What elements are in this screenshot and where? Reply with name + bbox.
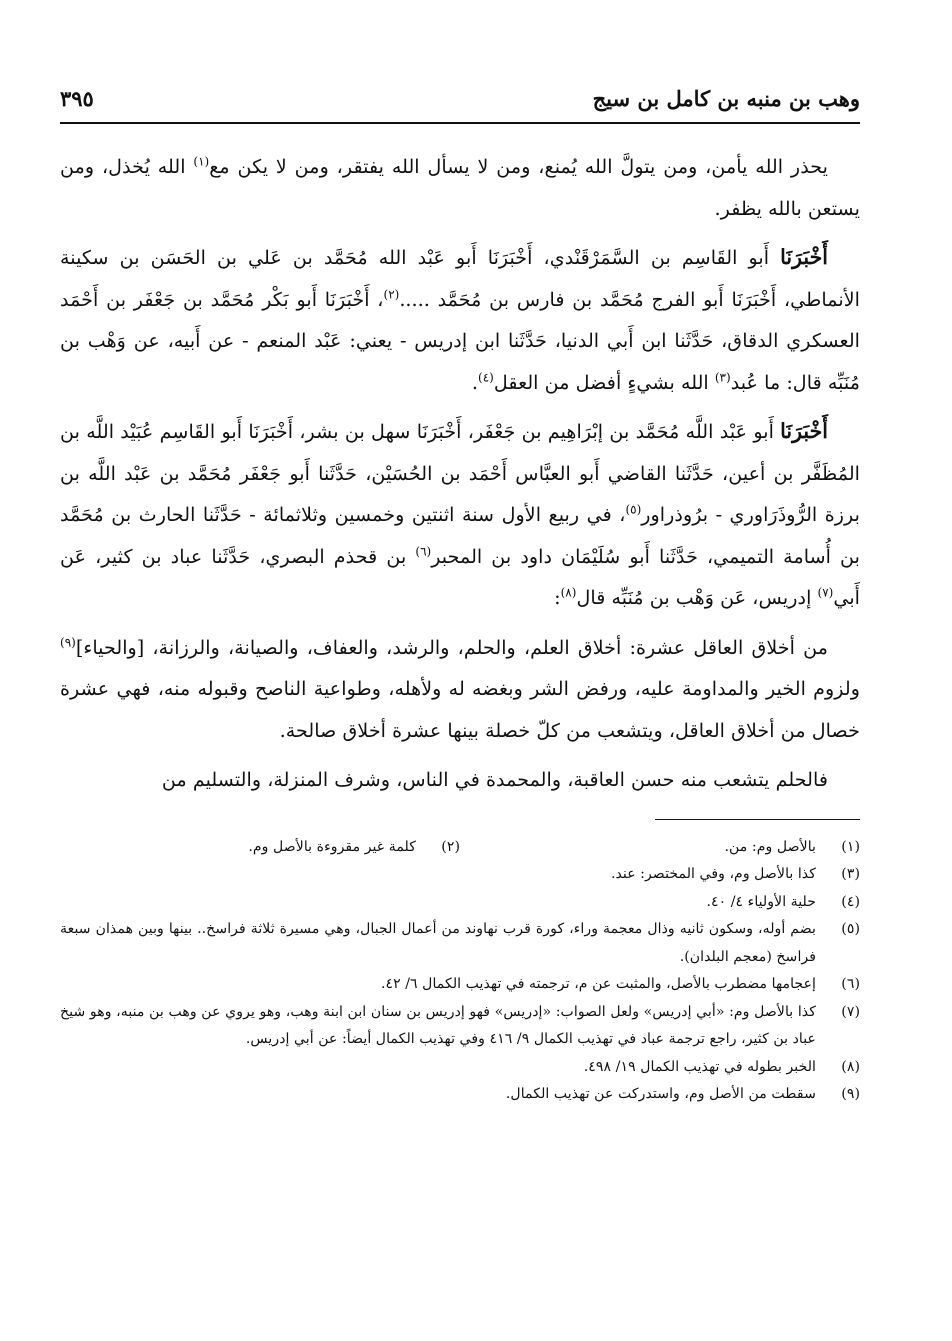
running-title: وهب بن منبه بن كامل بن سيج	[592, 86, 860, 111]
footnote-separator	[655, 819, 860, 820]
footnote-text: بالأصل وم: من.	[724, 838, 816, 855]
footnote	[460, 834, 860, 862]
footnote-text: كلمة غير مقروءة بالأصل وم.	[248, 838, 416, 855]
footnote-number: (٧)	[841, 1003, 860, 1020]
footnote-number: (٩)	[841, 1086, 860, 1102]
footnote-reference: (٤)	[478, 370, 494, 385]
footnote-pair-row	[60, 834, 860, 862]
footnote	[60, 834, 460, 862]
footnote	[60, 999, 860, 1054]
footnote-text: الخبر بطوله في تهذيب الكمال ١٩/ ٤٩٨.	[583, 1058, 816, 1075]
isnad-lead-word: أَخْبَرَنَا	[780, 419, 828, 443]
paragraph-text: من أخلاق العاقل عشرة: أخلاق العلم، والحلم، والرشد، والعفاف، والصيانة، والرزانة، [والحياء]	[75, 635, 828, 659]
footnote-reference: (٢)	[383, 287, 400, 302]
footnote	[60, 1054, 860, 1082]
paragraph	[60, 411, 860, 619]
footnote-reference: (٧)	[817, 585, 834, 600]
page	[60, 80, 860, 1109]
footnote	[60, 889, 860, 917]
footnotes	[60, 834, 860, 1109]
paragraph-text: ولزوم الخير والمداومة عليه، ورفض الشر وبغضه له ولأهله، وطواعية الناصح وقبوله منه، فهي عشرة خصال من أخلاق العاقل، ويتشعب من كلّ خصلة بينها عشرة أخلاق صالحة.	[60, 677, 860, 742]
footnote-list	[60, 861, 860, 1109]
footnote-number: (٣)	[841, 866, 860, 882]
main-text	[60, 146, 860, 801]
footnote-number: (٨)	[841, 1058, 860, 1075]
footnote-number: (٤)	[841, 893, 860, 910]
footnote-reference: (١)	[193, 154, 210, 169]
footnote-number: (٦)	[841, 976, 860, 992]
paragraph	[60, 146, 860, 229]
isnad-lead-word: أَخْبَرَنَا	[780, 245, 828, 269]
paragraph-text: أَبو القَاسِم بن السَّمَرْقَنْدي، أَخْبَرَنَا أَبو عَبْد الله مُحَمَّد بن عَلي بن الحَسَن بن سكينة الأنماطي، أَخْبَرَنَا أَبو الفرج مُحَمَّد بن فارس بن مُحَمَّد .....	[60, 246, 860, 311]
footnote-reference: (٩)	[60, 635, 76, 650]
footnote	[60, 916, 860, 971]
footnote-reference: (٦)	[415, 544, 432, 559]
paragraph-text: يحذر الله يأمن، ومن يتولَّ الله يُمنع، ومن لا يسأل الله يفتقر، ومن لا يكن مع	[209, 155, 828, 178]
paragraph-text: بن قحذم البصري، حَدَّثَنا عباد بن كثير، عَن أَبي	[60, 544, 860, 609]
paragraph-text: ، أَخْبَرَنَا أَبو بَكْر مُحَمَّد بن جَعْفَر بن أَحْمَد العسكري الدقاق، حَدَّثَنا ابن أَبي الدنيا، حَدَّثَنا ابن إدريس - يعني: عَبْد المنعم - عن أَبيه، عن وَهْب بن مُنَبِّه قال: ما عُبد	[60, 287, 860, 394]
paragraph	[60, 759, 860, 801]
page-number: ٣٩٥	[60, 86, 94, 111]
paragraph-text: .	[471, 370, 479, 394]
paragraph	[60, 237, 860, 403]
paragraph	[60, 627, 860, 752]
header-rule	[60, 122, 860, 124]
paragraph-text: إدريس، عَن وَهْب بن مُنَبِّه قال	[576, 586, 818, 609]
footnote-number: (٢)	[441, 838, 460, 855]
paragraph-text: أَبو عَبْد اللَّه مُحَمَّد بن إبْرَاهِيم بن جَعْفَر، أَخْبَرَنَا سهل بن بشر، أَخْبَرَنَا أَبو القَاسِم عُبَيْد اللَّه بن المُظَفَّر بن أعين، حَدَّثَنا القاضي أَبو العبَّاس أَحْمَد بن الحُسَيْن، حَدَّثَنا أَبو جَعْفَر مُحَمَّد بن عَبْد اللَّه بن برزة الرُّوذَرَاوري - برُوذراور	[60, 420, 860, 526]
footnote	[60, 971, 860, 999]
footnote-text: إعجامها مضطرب بالأصل، والمثبت عن م، ترجمته في تهذيب الكمال ٦/ ٤٢.	[380, 976, 816, 992]
footnote-reference: (٥)	[625, 502, 642, 517]
footnote-reference: (٨)	[560, 585, 577, 600]
footnote-text: حلية الأولياء ٤/ ٤٠.	[706, 893, 816, 910]
footnote-text: كذا بالأصل وم، وفي المختصر: عند.	[610, 866, 816, 882]
footnote	[60, 861, 860, 889]
footnote-text: بضم أوله، وسكون ثانيه وذال معجمة وراء، كورة قرب نهاوند من أعمال الجبال، وهي مسيرة ثلاثة فراسخ.. بينها وبين همذان سبعة فراسخ (معجم البلدان).	[60, 921, 816, 965]
footnote-number: (١)	[841, 838, 860, 855]
footnote	[60, 1081, 860, 1109]
paragraph-text: فالحلم يتشعب منه حسن العاقبة، والمحمدة في الناس، وشرف المنزلة، والتسليم من	[161, 768, 828, 791]
paragraph-text: الله بشيءٍ أفضل من العقل	[493, 370, 715, 394]
paragraph-text: ، في ربيع الأول سنة اثنتين وخمسين وثلاثمائة - حَدَّثَنا الحارث بن مُحَمَّد بن أُسامة التميمي، حَدَّثَنا أَبو سُلَيْمَان داود بن المحبر	[60, 503, 861, 568]
paragraph-text: الله يُخذل، ومن يستعن بالله يظفر.	[60, 155, 860, 220]
paragraph-text: :	[554, 586, 561, 609]
footnote-reference: (٣)	[714, 370, 731, 385]
page-header	[60, 80, 860, 118]
footnote-text: سقطت من الأصل وم، واستدركت عن تهذيب الكمال.	[505, 1086, 816, 1102]
footnote-text: كذا بالأصل وم: «أبي إدريس» ولعل الصواب: «إدريس» فهو إدريس بن سنان ابن ابنة وهب، وهو يروي عن وهب بن منبه، وهو شيخ عباد بن كثير، راجع ترجمة عباد في تهذيب الكمال ٩/ ٤١٦ وفي تهذيب الكمال أيضاً: عن أبي إدريس.	[60, 1003, 816, 1047]
footnote-number: (٥)	[841, 921, 860, 937]
